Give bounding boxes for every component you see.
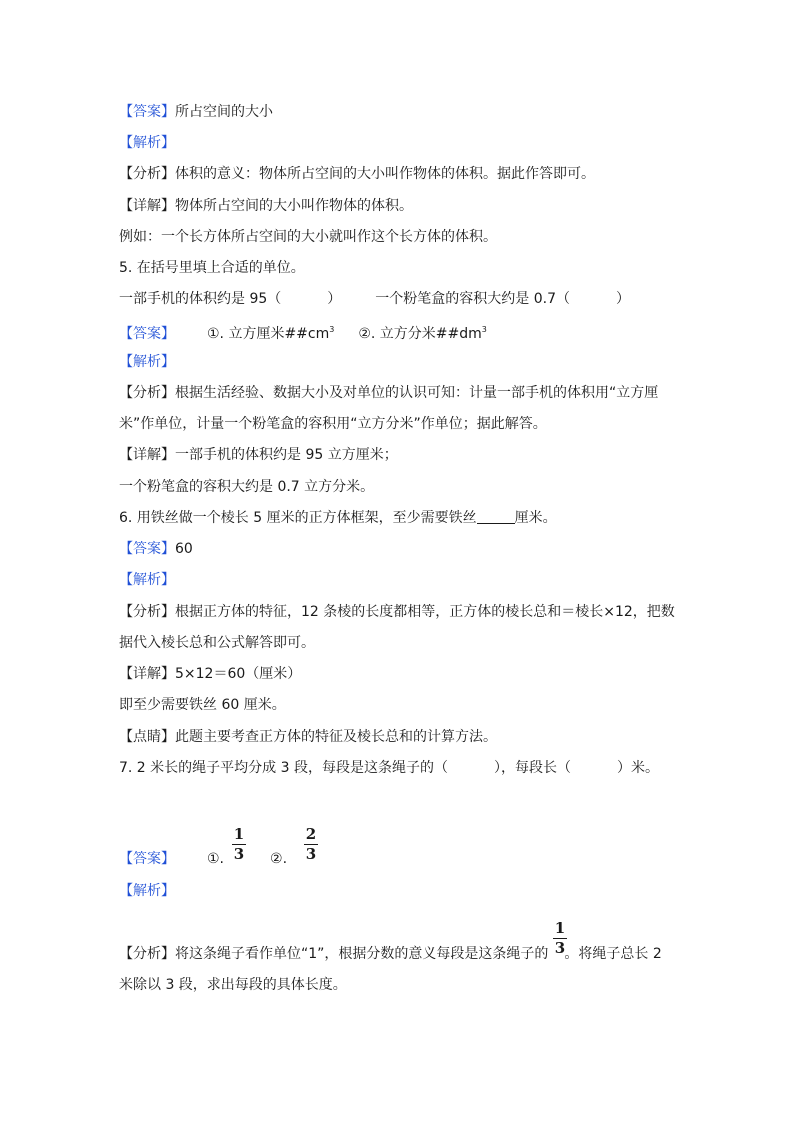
detail-line-2	[119, 695, 286, 715]
detail-tag: 【详解】	[119, 198, 175, 214]
review-tag: 【点睛】	[119, 729, 175, 745]
review-line	[119, 727, 497, 747]
fenxi-text-2: 。将绳子总长 2	[564, 946, 662, 962]
analysis-tag: 【解析】	[119, 572, 175, 588]
analysis-tag: 【解析】	[119, 135, 175, 151]
review-text: 此题主要考查正方体的特征及棱长总和的计算方法。	[175, 729, 497, 745]
fraction-one-third	[232, 826, 246, 863]
detail-text: 一个粉笔盒的容积大约是 0.7 立方分米。	[119, 479, 375, 495]
q7-answer-line	[119, 849, 287, 869]
fenxi-text: 据代入棱长总和公式解答即可。	[119, 635, 315, 651]
fenxi-line	[119, 944, 662, 964]
fraction-denominator: 3	[554, 939, 566, 957]
fenxi-text: 米”作单位，计量一个粉笔盒的容积用“立方分米”作单位；据此解答。	[119, 416, 547, 432]
detail-line-2	[119, 477, 374, 497]
analysis-line	[119, 570, 175, 590]
detail-text: 5×12＝60（厘米）	[175, 666, 302, 682]
answer-tag: 【答案】	[119, 326, 175, 342]
fraction-numerator: 2	[305, 825, 317, 843]
fill-blank	[477, 509, 515, 524]
q6-answer: 60	[175, 541, 193, 557]
detail-tag: 【详解】	[119, 447, 175, 463]
fraction-denominator: 3	[233, 845, 245, 863]
q5-title-text: 5. 在括号里填上合适的单位。	[119, 260, 305, 276]
example-text: 例如：一个长方体所占空间的大小就叫作这个长方体的体积。	[119, 229, 497, 245]
analysis-line	[119, 352, 175, 372]
fenxi-line-2	[119, 633, 315, 653]
q5-prompt	[119, 289, 630, 309]
answer-line	[119, 102, 273, 122]
fenxi-tag: 【分析】	[119, 385, 175, 401]
q6-title-a: 6. 用铁丝做一个棱长 5 厘米的正方体框架，至少需要铁丝	[119, 510, 477, 526]
fenxi-text: 将这条绳子看作单位“1”，根据分数的意义每段是这条绳子的	[175, 946, 549, 962]
detail-line	[119, 445, 398, 465]
detail-line	[119, 664, 301, 684]
q7-title-a: 7. 2 米长的绳子平均分成 3 段，每段是这条绳子的（	[119, 760, 448, 776]
fraction-denominator: 3	[305, 845, 317, 863]
fraction-numerator: 1	[233, 825, 245, 843]
fenxi-text: 根据生活经验、数据大小及对单位的认识可知：计量一部手机的体积用“立方厘	[175, 385, 659, 401]
analysis-tag: 【解析】	[119, 883, 175, 899]
q5-title	[119, 258, 305, 278]
fenxi-line	[119, 164, 595, 184]
q6-answer-line	[119, 539, 193, 559]
q7-title-b: ），每段长（	[493, 760, 571, 776]
q5-part2-suffix: ）	[615, 291, 630, 307]
q6-title	[119, 508, 557, 528]
detail-text: 物体所占空间的大小叫作物体的体积。	[175, 198, 413, 214]
analysis-tag: 【解析】	[119, 354, 175, 370]
detail-tag: 【详解】	[119, 666, 175, 682]
fenxi-text: 米除以 3 段，求出每段的具体长度。	[119, 977, 347, 993]
q6-title-b: 厘米。	[514, 510, 557, 526]
analysis-line	[119, 133, 175, 153]
q7-answer-1-label: ①.	[207, 851, 225, 867]
fenxi-line	[119, 602, 675, 622]
q5-part2-prefix: 一个粉笔盒的容积大约是 0.7（	[375, 291, 570, 307]
fenxi-tag: 【分析】	[119, 604, 175, 620]
fenxi-line-2	[119, 975, 347, 995]
q5-answer-2: ②. 立方分米##dm	[358, 326, 482, 342]
q5-answer-line	[119, 320, 487, 344]
fenxi-text: 体积的意义：物体所占空间的大小叫作物体的体积。据此作答即可。	[175, 166, 595, 182]
fenxi-tag: 【分析】	[119, 166, 175, 182]
fenxi-text: 根据正方体的特征，12 条棱的长度都相等，正方体的棱长总和＝棱长×12，把数	[175, 604, 675, 620]
answer-text: 所占空间的大小	[175, 104, 273, 120]
fraction-numerator: 1	[554, 919, 566, 937]
detail-text: 一部手机的体积约是 95 立方厘米；	[175, 447, 398, 463]
detail-text: 即至少需要铁丝 60 厘米。	[119, 697, 286, 713]
q5-answer-1: ①. 立方厘米##cm	[207, 326, 330, 342]
detail-line	[119, 196, 413, 216]
answer-tag: 【答案】	[119, 851, 175, 867]
fraction-two-thirds	[304, 826, 318, 863]
q7-title	[119, 758, 659, 778]
q5-part1-prefix: 一部手机的体积约是 95（	[119, 291, 282, 307]
q5-answer-2-sup: 3	[481, 325, 487, 334]
fenxi-tag: 【分析】	[119, 946, 175, 962]
q5-part1-suffix: ）	[327, 291, 342, 307]
fraction-one-third	[553, 920, 567, 957]
q7-title-c: ）米。	[616, 760, 659, 776]
analysis-line	[119, 881, 175, 901]
fenxi-line-2	[119, 414, 547, 434]
q7-answer-2-label: ②.	[270, 851, 288, 867]
answer-tag: 【答案】	[119, 104, 175, 120]
fenxi-line	[119, 383, 658, 403]
q5-answer-1-sup: 3	[329, 325, 335, 334]
answer-tag: 【答案】	[119, 541, 175, 557]
example-line	[119, 227, 497, 247]
